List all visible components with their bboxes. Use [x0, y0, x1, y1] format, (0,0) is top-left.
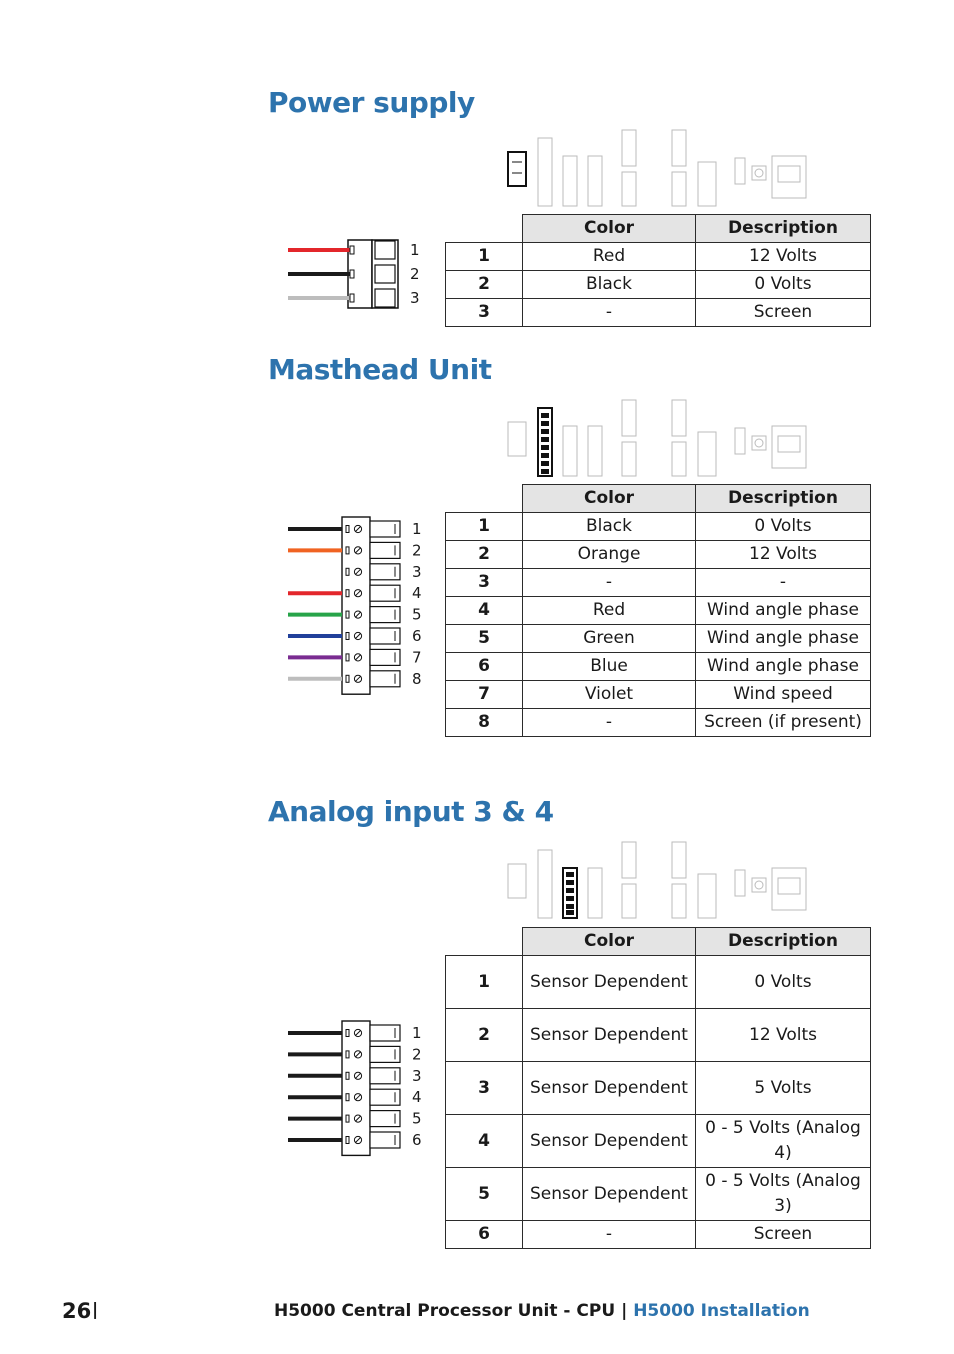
table-row	[446, 681, 871, 709]
pin-number-label: 2	[410, 265, 420, 283]
color-cell: Black	[523, 271, 696, 299]
color-cell: Violet	[523, 681, 696, 709]
description-cell: Screen (if present)	[696, 709, 871, 737]
pin-number-label: 5	[412, 1109, 422, 1128]
pin-number-label: 1	[412, 520, 422, 538]
description-cell: -	[696, 569, 871, 597]
table-row	[446, 569, 871, 597]
description-cell: 0 Volts	[696, 513, 871, 541]
pin-column-header	[446, 485, 523, 513]
page-number-separator: |	[92, 1300, 99, 1320]
description-cell: 0 Volts	[696, 956, 871, 1009]
masthead-unit-wiring-diagram	[286, 516, 426, 696]
table-row	[446, 1009, 871, 1062]
pin-number-label: 3	[412, 562, 422, 581]
pin-number-label: 3	[412, 1066, 422, 1085]
pin-cell: 3	[446, 569, 523, 597]
power-supply-wiring-diagram	[286, 236, 426, 312]
pin-cell: 2	[446, 541, 523, 569]
pin-number-label: 1	[410, 241, 420, 259]
color-cell: Sensor Dependent	[523, 1115, 696, 1168]
description-cell: 0 - 5 Volts (Analog 4)	[696, 1115, 871, 1168]
description-cell: 0 - 5 Volts (Analog 3)	[696, 1168, 871, 1221]
page-number: 26	[62, 1299, 92, 1323]
table-row	[446, 625, 871, 653]
analog-input-pin-table	[445, 927, 871, 1249]
analog-input-wiring-diagram	[286, 1020, 426, 1160]
color-cell: -	[523, 569, 696, 597]
board-connector-map	[506, 128, 811, 210]
pin-number-label: 2	[412, 1045, 422, 1064]
pin-column-header	[446, 928, 523, 956]
color-cell: Red	[523, 597, 696, 625]
table-row	[446, 299, 871, 327]
table-row	[446, 1221, 871, 1249]
pin-number-label: 7	[412, 648, 422, 667]
table-row	[446, 597, 871, 625]
description-column-header: Description	[696, 215, 871, 243]
connector-map-icon	[508, 842, 806, 918]
table-row	[446, 1062, 871, 1115]
color-column-header: Color	[523, 485, 696, 513]
footer-separator: |	[621, 1301, 628, 1321]
table-row	[446, 271, 871, 299]
pin-cell: 8	[446, 709, 523, 737]
pin-number-label: 6	[412, 1131, 422, 1149]
color-cell: Green	[523, 625, 696, 653]
pin-number-label: 8	[412, 669, 422, 688]
description-cell: 12 Volts	[696, 243, 871, 271]
power-supply-pin-table	[445, 214, 871, 327]
description-cell: Screen	[696, 299, 871, 327]
pin-cell: 1	[446, 513, 523, 541]
color-cell: -	[523, 709, 696, 737]
color-cell: Sensor Dependent	[523, 1009, 696, 1062]
description-cell: Wind angle phase	[696, 653, 871, 681]
pin-cell: 5	[446, 625, 523, 653]
pin-number-label: 4	[412, 584, 422, 603]
section-title-analog-input: Analog input 3 & 4	[268, 795, 554, 828]
description-cell: 5 Volts	[696, 1062, 871, 1115]
page-footer	[62, 1299, 902, 1325]
connector-map-icon	[508, 130, 806, 206]
board-connector-map	[506, 840, 811, 922]
pin-number-label: 1	[412, 1024, 422, 1042]
pin-cell: 1	[446, 243, 523, 271]
description-column-header: Description	[696, 928, 871, 956]
table-row	[446, 956, 871, 1009]
pin-cell: 3	[446, 1062, 523, 1115]
connector-map-icon	[508, 400, 806, 476]
board-connector-map	[506, 398, 811, 480]
table-row	[446, 1168, 871, 1221]
description-cell: Wind angle phase	[696, 597, 871, 625]
pin-number-label: 3	[410, 289, 420, 307]
table-row	[446, 1115, 871, 1168]
pin-cell: 4	[446, 597, 523, 625]
pin-cell: 6	[446, 653, 523, 681]
description-cell: 12 Volts	[696, 541, 871, 569]
description-column-header: Description	[696, 485, 871, 513]
color-cell: -	[523, 299, 696, 327]
color-cell: Sensor Dependent	[523, 956, 696, 1009]
pin-number-label: 5	[412, 605, 422, 624]
description-cell: 0 Volts	[696, 271, 871, 299]
pin-cell: 7	[446, 681, 523, 709]
pin-cell: 5	[446, 1168, 523, 1221]
color-cell: -	[523, 1221, 696, 1249]
description-cell: Wind angle phase	[696, 625, 871, 653]
description-cell: 12 Volts	[696, 1009, 871, 1062]
pin-cell: 3	[446, 299, 523, 327]
color-cell: Sensor Dependent	[523, 1062, 696, 1115]
pin-column-header	[446, 215, 523, 243]
table-row	[446, 243, 871, 271]
pin-cell: 2	[446, 1009, 523, 1062]
color-column-header: Color	[523, 215, 696, 243]
pin-cell: 6	[446, 1221, 523, 1249]
document-name: H5000 Central Processor Unit - CPU	[274, 1301, 616, 1321]
pin-number-label: 4	[412, 1088, 422, 1107]
pin-cell: 1	[446, 956, 523, 1009]
pin-cell: 2	[446, 271, 523, 299]
footer-document-title	[274, 1301, 810, 1321]
description-cell: Screen	[696, 1221, 871, 1249]
color-cell: Sensor Dependent	[523, 1168, 696, 1221]
table-row	[446, 513, 871, 541]
table-row	[446, 653, 871, 681]
table-row	[446, 541, 871, 569]
pin-cell: 4	[446, 1115, 523, 1168]
section-title-masthead-unit: Masthead Unit	[268, 353, 492, 386]
color-cell: Red	[523, 243, 696, 271]
color-cell: Orange	[523, 541, 696, 569]
table-row	[446, 709, 871, 737]
pin-number-label: 2	[412, 541, 422, 560]
manual-name: H5000 Installation	[633, 1301, 810, 1321]
pin-number-label: 6	[412, 627, 422, 645]
masthead-unit-pin-table	[445, 484, 871, 737]
color-cell: Blue	[523, 653, 696, 681]
color-column-header: Color	[523, 928, 696, 956]
color-cell: Black	[523, 513, 696, 541]
description-cell: Wind speed	[696, 681, 871, 709]
section-title-power-supply: Power supply	[268, 86, 475, 119]
